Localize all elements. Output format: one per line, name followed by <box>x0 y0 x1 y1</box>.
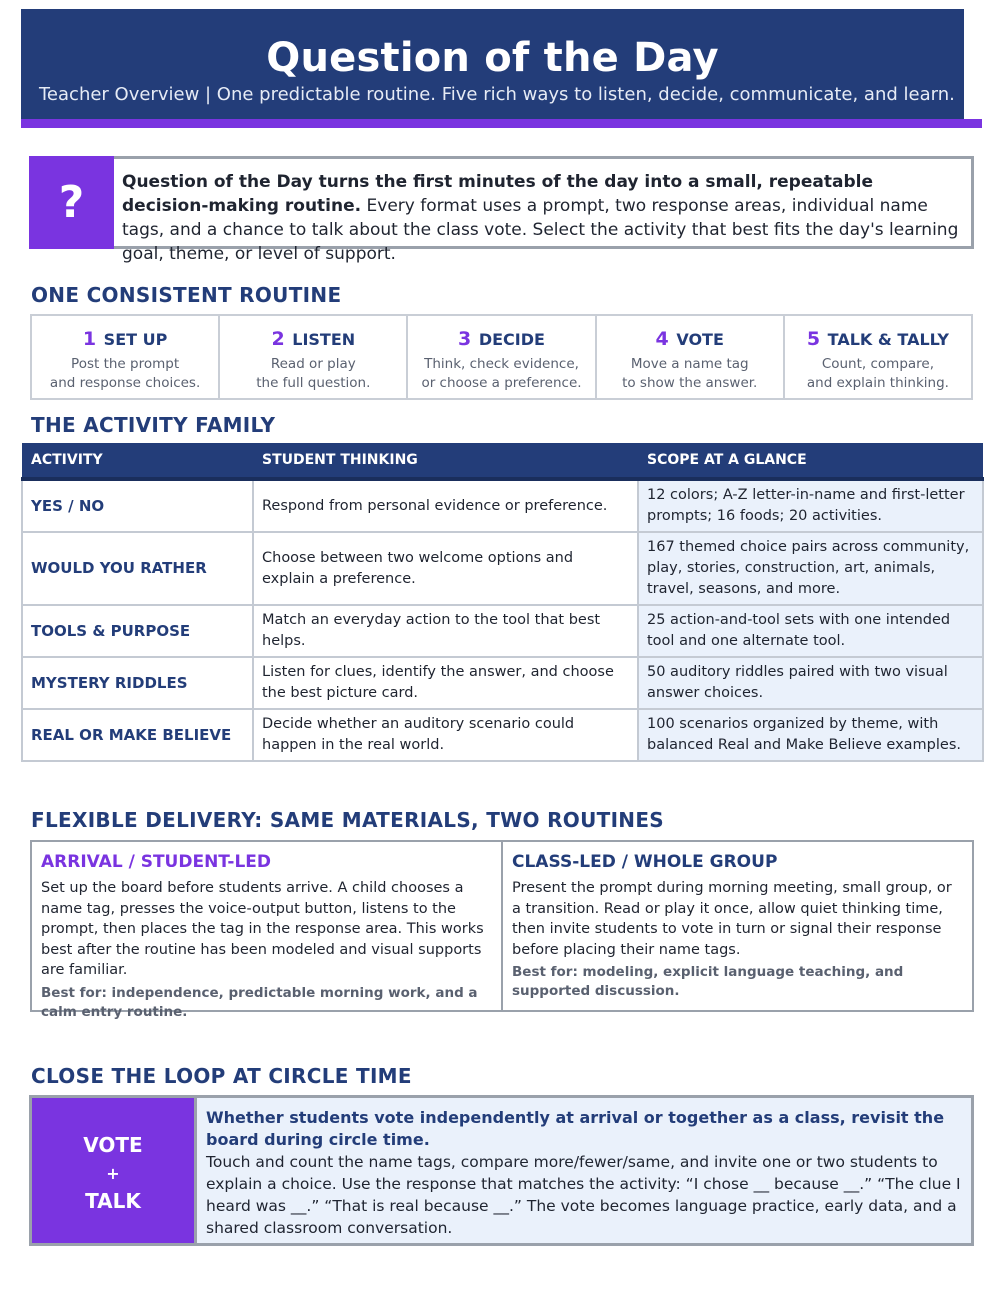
intro-callout <box>29 156 974 264</box>
step-desc-line: and response choices. <box>49 375 201 391</box>
page-header <box>21 9 964 119</box>
step-label: LISTEN <box>292 330 356 349</box>
delivery-student-led <box>32 842 503 1020</box>
column-header: SCOPE AT A GLANCE <box>638 443 983 479</box>
scope-cell: 50 auditory riddles paired with two visual answer choices. <box>638 657 983 709</box>
routine-step <box>597 316 785 398</box>
thinking-cell: Match an everyday action to the tool that best helps. <box>253 605 638 657</box>
question-mark-icon: ? <box>29 156 114 249</box>
delivery-best-for: Best for: independence, predictable morning work, and a calm entry routine. <box>41 984 478 1020</box>
intro-body: Every format uses a prompt, two response areas, individual name tags, and a chance to talk about the class vote. Select the activity that best fits the day's learning goal, theme, or level of support. <box>122 196 959 264</box>
delivery-best-for: Best for: modeling, explicit language teaching, and supported discussion. <box>512 964 904 999</box>
step-label: VOTE <box>676 330 724 349</box>
close-body: Touch and count the name tags, compare more/fewer/same, and invite one or two students to explain a choice. Use the response that matches the activity: “I chose __ because __.” “The clue I heard was __.” “That is real because __.” The vote becomes language practice, early data, and a shared classroom conversation. <box>206 1153 961 1237</box>
delivery-body: Set up the board before students arrive. A child chooses a name tag, presses the voice-output button, listens to the prompt, then places the tag in the response area. This works best after the routine has been modeled and visual supports are familiar. <box>41 880 484 978</box>
page-subtitle: Teacher Overview | One predictable routine. Five rich ways to listen, decide, communicate, and learn. <box>39 84 955 105</box>
table-row <box>22 532 983 605</box>
step-number: 3 <box>458 328 472 350</box>
routine-step <box>785 316 971 398</box>
step-label: TALK & TALLY <box>827 330 949 349</box>
scope-cell: 167 themed choice pairs across community, play, stories, construction, art, animals, travel, seasons, and more. <box>638 532 983 605</box>
delivery-heading: CLASS-LED / WHOLE GROUP <box>512 852 778 872</box>
activity-cell: WOULD YOU RATHER <box>22 532 253 605</box>
table-row <box>22 657 983 709</box>
step-label: SET UP <box>103 330 168 349</box>
delivery-heading: ARRIVAL / STUDENT-LED <box>41 852 272 872</box>
activity-cell: YES / NO <box>22 479 253 532</box>
step-desc-line: Read or play <box>270 356 356 372</box>
thinking-cell: Respond from personal evidence or preference. <box>253 479 638 532</box>
step-desc-line: Move a name tag <box>630 356 749 372</box>
delivery-class-led <box>503 842 972 1010</box>
delivery-section-title: FLEXIBLE DELIVERY: SAME MATERIALS, TWO ROUTINES <box>31 808 665 832</box>
step-desc-line: the full question. <box>256 375 371 391</box>
close-text <box>206 1107 963 1239</box>
vote-talk-badge <box>32 1098 197 1243</box>
scope-cell: 12 colors; A-Z letter-in-name and first-letter prompts; 16 foods; 20 activities. <box>638 479 983 532</box>
routine-step <box>220 316 408 398</box>
thinking-cell: Decide whether an auditory scenario could happen in the real world. <box>253 709 638 761</box>
intro-lead: Question of the Day turns the first minutes of the day into a small, repeatable decision-making routine. <box>122 172 873 216</box>
step-desc-line: or choose a preference. <box>421 375 582 391</box>
routine-step <box>408 316 596 398</box>
activity-table <box>21 443 984 762</box>
activity-cell: REAL OR MAKE BELIEVE <box>22 709 253 761</box>
close-lead: Whether students vote independently at arrival or together as a class, revisit the board during circle time. <box>206 1108 945 1149</box>
badge-talk: TALK <box>85 1189 141 1213</box>
family-section-title: THE ACTIVITY FAMILY <box>31 413 276 437</box>
step-number: 1 <box>82 328 97 350</box>
badge-vote: VOTE <box>83 1133 143 1157</box>
routine-section-title: ONE CONSISTENT ROUTINE <box>31 283 342 307</box>
thinking-cell: Choose between two welcome options and explain a preference. <box>253 532 638 605</box>
scope-cell: 100 scenarios organized by theme, with balanced Real and Make Believe examples. <box>638 709 983 761</box>
step-number: 5 <box>806 328 821 350</box>
activity-cell: MYSTERY RIDDLES <box>22 657 253 709</box>
delivery-panel <box>30 840 974 1020</box>
thinking-cell: Listen for clues, identify the answer, and choose the best picture card. <box>253 657 638 709</box>
step-desc-line: Think, check evidence, <box>424 356 579 372</box>
table-row <box>22 479 983 532</box>
step-number: 2 <box>271 328 285 350</box>
step-desc-line: Count, compare, <box>821 356 935 372</box>
page-title: Question of the Day <box>266 35 719 81</box>
column-header: STUDENT THINKING <box>253 443 638 479</box>
intro-text <box>122 170 963 266</box>
close-loop-callout <box>29 1095 974 1246</box>
table-row <box>22 605 983 657</box>
activity-cell: TOOLS & PURPOSE <box>22 605 253 657</box>
table-row <box>22 709 983 761</box>
routine-steps <box>30 314 973 400</box>
step-desc-line: to show the answer. <box>622 375 758 391</box>
close-section-title: CLOSE THE LOOP AT CIRCLE TIME <box>31 1064 412 1088</box>
step-number: 4 <box>655 328 669 350</box>
routine-step <box>32 316 220 398</box>
badge-plus: + <box>106 1164 120 1183</box>
header-accent-bar <box>21 119 982 128</box>
column-header: ACTIVITY <box>22 443 253 479</box>
delivery-body: Present the prompt during morning meeting, small group, or a transition. Read or play it once, allow quiet thinking time, then invite students to vote in turn or signal their response before placing their name tags. <box>512 880 952 958</box>
scope-cell: 25 action-and-tool sets with one intended tool and one alternate tool. <box>638 605 983 657</box>
step-desc-line: Post the prompt <box>71 356 180 372</box>
step-desc-line: and explain thinking. <box>806 375 949 391</box>
step-label: DECIDE <box>478 330 545 349</box>
